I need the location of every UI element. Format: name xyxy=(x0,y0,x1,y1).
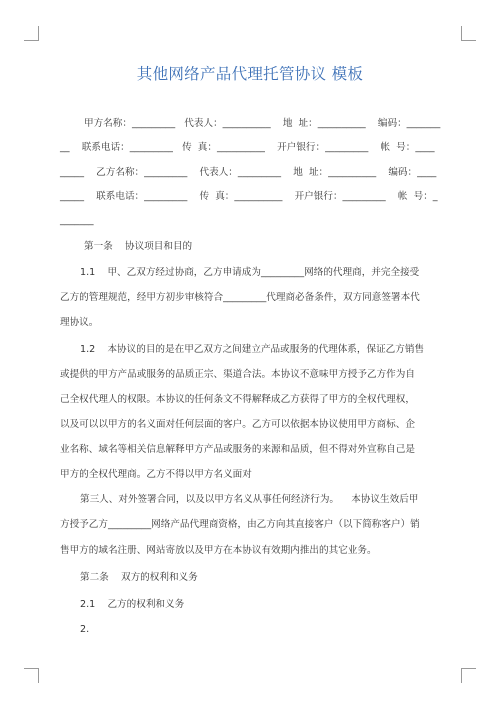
paragraph-line: 乙方的管理规范，经甲方初步审核符合_________代理商必备条件，双方同意签署本代 xyxy=(60,292,420,303)
document-title: 其他网络产品代理托管协议 模板 xyxy=(136,65,364,83)
paragraph-line: 甲方的全权代理商。乙方不得以甲方名义面对 xyxy=(60,469,252,480)
paragraph-line: 己全权代理人的权限。本协议的任何条文不得解释成乙方获得了甲方的全权代理权， xyxy=(60,394,415,405)
paragraph-line: 业名称、域名等相关信息解释甲方产品或服务的来源和品质，但不得对外宣称自己是 xyxy=(60,444,415,455)
party-line: 甲方名称：_________ 代表人：__________ 地 址：__________ 编码：_______ xyxy=(84,118,441,129)
party-line: _____ 乙方名称：_________ 代表人：_________ 地 址：__________ 编码：____ xyxy=(60,167,437,178)
crop-mark-bottom-left xyxy=(24,668,39,683)
crop-mark-top-left xyxy=(24,26,39,41)
paragraph-line: 1.2 本协议的目的是在甲乙双方之间建立产品或服务的代理体系，保证乙方销售 xyxy=(80,344,425,355)
article-heading: 第二条 双方的权利和义务 xyxy=(80,572,198,583)
party-line: _______ xyxy=(60,215,94,226)
crop-mark-bottom-right xyxy=(461,668,476,683)
paragraph-line: 或提供的甲方产品或服务的品质正宗、渠道合法。本协议不意味甲方授予乙方作为自 xyxy=(60,369,415,380)
article-heading: 第一条 协议项目和目的 xyxy=(84,241,193,252)
list-item: 2. xyxy=(80,624,90,635)
crop-mark-top-right xyxy=(461,26,476,41)
paragraph-line: 第三人、对外签署合同，以及以甲方名义从事任何经济行为。 本协议生效后甲 xyxy=(80,494,419,505)
paragraph-line: 1.1 甲、乙双方经过协商，乙方申请成为_________网络的代理商，并完全接受 xyxy=(80,267,420,278)
sub-heading: 2.1 乙方的权利和义务 xyxy=(80,599,185,610)
paragraph-line: 售甲方的域名注册、网站寄放以及甲方在本协议有效期内推出的其它业务。 xyxy=(60,545,377,556)
paragraph-line: 以及可以以甲方的名义面对任何层面的客户。乙方可以依据本协议使用甲方商标、企 xyxy=(60,419,415,430)
paragraph-line: 方授予乙方_________网络产品代理商资格，由乙方向其直接客户（以下简称客户）销 xyxy=(60,519,420,530)
paragraph-line: 理协议。 xyxy=(60,317,99,328)
party-line: _____ 联系电话：_________ 传 真：__________ 开户银行：_________ 帐 号：_ xyxy=(60,191,438,202)
party-line: __ 联系电话：_________ 传 真：__________ 开户银行：_________ 帐 号：____ xyxy=(60,142,435,153)
